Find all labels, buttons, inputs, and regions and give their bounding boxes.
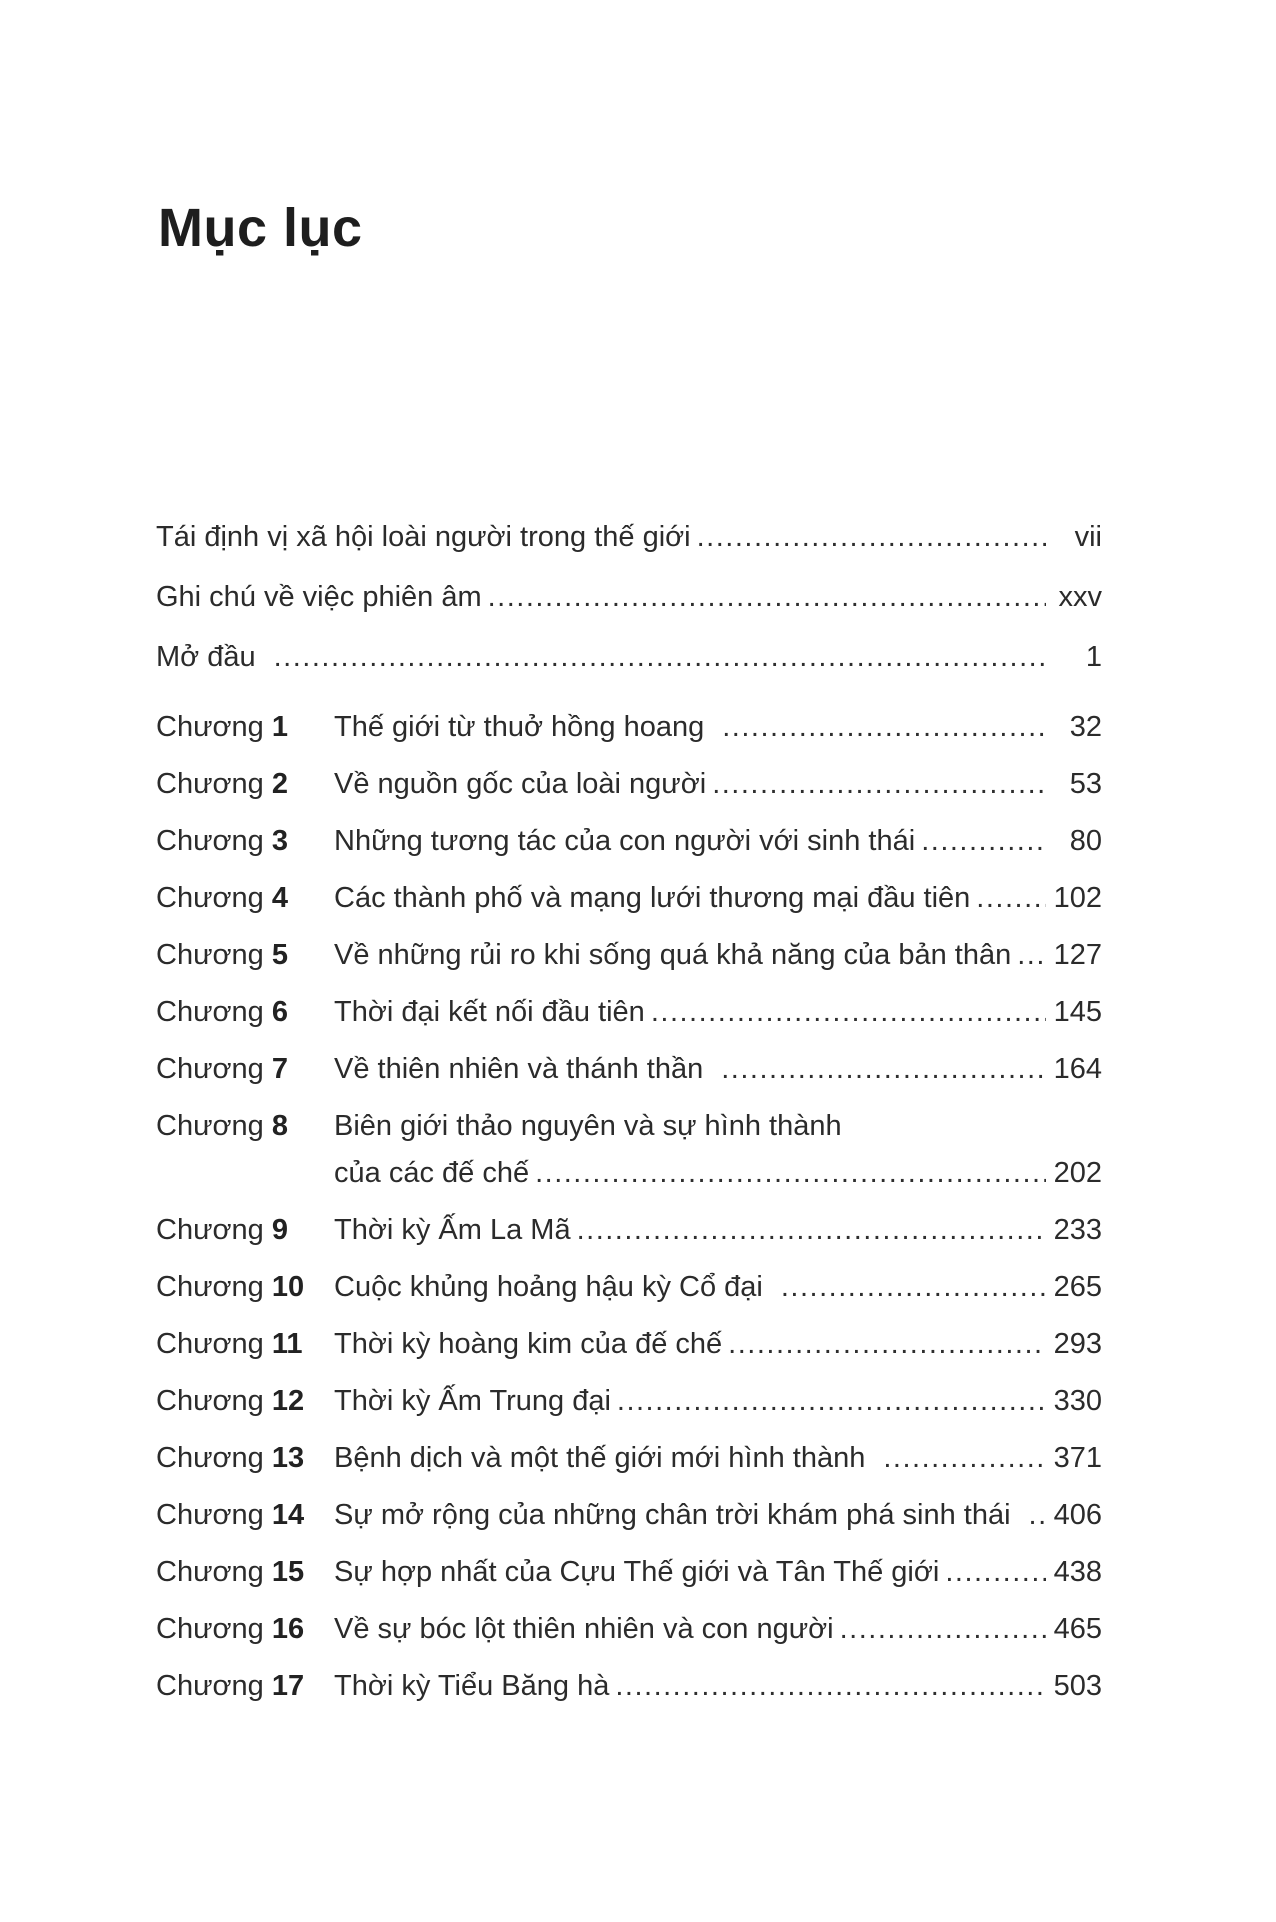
chapter-label bbox=[156, 1439, 334, 1477]
chapter-word: Chương bbox=[156, 1110, 264, 1142]
page-number: 1 bbox=[1085, 641, 1102, 673]
chapter-number: 15 bbox=[271, 1556, 305, 1588]
chapter-title: Những tương tác của con người với sinh thái bbox=[334, 825, 916, 857]
chapter-page-number: 164 bbox=[1053, 1053, 1102, 1085]
dot-leader bbox=[721, 1050, 1046, 1088]
chapter-title: Các thành phố và mạng lưới thương mại đầu tiên bbox=[334, 882, 971, 914]
chapter-word: Chương bbox=[156, 1385, 264, 1417]
chapter-word: Chương bbox=[156, 882, 264, 914]
dot-leader bbox=[651, 993, 1046, 1031]
entry-title: Mở đầu bbox=[156, 641, 256, 673]
chapter-number: 10 bbox=[271, 1271, 305, 1303]
chapter-page-number: 233 bbox=[1053, 1214, 1102, 1246]
dot-leader bbox=[840, 1610, 1046, 1648]
chapter-title: Cuộc khủng hoảng hậu kỳ Cổ đại bbox=[334, 1271, 763, 1303]
chapter-label bbox=[156, 1382, 334, 1420]
toc-chapter-row bbox=[156, 822, 1102, 860]
chapter-word: Chương bbox=[156, 1328, 264, 1360]
chapter-number: 7 bbox=[271, 1053, 288, 1085]
chapter-word: Chương bbox=[156, 1214, 264, 1246]
dot-leader bbox=[274, 638, 1046, 676]
page-title: Mục lục bbox=[158, 198, 363, 258]
toc-chapter-row bbox=[156, 993, 1102, 1031]
page-number: vii bbox=[1074, 521, 1102, 553]
chapter-page-number: 371 bbox=[1053, 1442, 1102, 1474]
dot-leader bbox=[781, 1268, 1046, 1306]
chapter-label bbox=[156, 765, 334, 803]
chapter-page-number: 465 bbox=[1053, 1613, 1102, 1645]
chapter-title: Về những rủi ro khi sống quá khả năng của bản thân bbox=[334, 939, 1012, 971]
chapter-page-number: 503 bbox=[1053, 1670, 1102, 1702]
chapter-word: Chương bbox=[156, 768, 264, 800]
dot-leader bbox=[921, 822, 1046, 860]
chapter-label bbox=[156, 1211, 334, 1249]
chapter-number: 4 bbox=[271, 882, 288, 914]
chapter-page-number: 145 bbox=[1053, 996, 1102, 1028]
toc-entry-row bbox=[156, 638, 1102, 676]
chapter-number: 17 bbox=[271, 1670, 305, 1702]
toc-chapter-row bbox=[156, 879, 1102, 917]
chapter-word: Chương bbox=[156, 996, 264, 1028]
chapter-page-number: 32 bbox=[1069, 711, 1102, 743]
chapter-number: 12 bbox=[271, 1385, 305, 1417]
chapter-word: Chương bbox=[156, 1556, 264, 1588]
entry-title: Ghi chú về việc phiên âm bbox=[156, 581, 482, 613]
chapter-label bbox=[156, 1050, 334, 1088]
chapter-number: 14 bbox=[271, 1499, 305, 1531]
chapter-word: Chương bbox=[156, 1053, 264, 1085]
toc-chapter-row bbox=[156, 936, 1102, 974]
chapter-title: Bệnh dịch và một thế giới mới hình thành bbox=[334, 1442, 866, 1474]
chapter-title: Thời đại kết nối đầu tiên bbox=[334, 996, 645, 1028]
chapter-number: 2 bbox=[271, 768, 288, 800]
chapter-page-number: 53 bbox=[1069, 768, 1102, 800]
chapter-title: Thời kỳ Ấm La Mã bbox=[334, 1214, 571, 1246]
chapter-number: 13 bbox=[271, 1442, 305, 1474]
chapter-label bbox=[156, 1107, 334, 1145]
chapter-page-number: 265 bbox=[1053, 1271, 1102, 1303]
page-number: xxv bbox=[1058, 581, 1102, 613]
chapter-word: Chương bbox=[156, 711, 264, 743]
chapter-page-number: 102 bbox=[1053, 882, 1102, 914]
dot-leader bbox=[577, 1211, 1046, 1249]
chapter-page-number: 406 bbox=[1053, 1499, 1102, 1531]
chapter-title: Sự mở rộng của những chân trời khám phá sinh thái bbox=[334, 1499, 1011, 1531]
toc-entry-row bbox=[156, 578, 1102, 616]
dot-leader bbox=[488, 578, 1046, 616]
chapter-label bbox=[156, 1667, 334, 1705]
chapter-page-number: 202 bbox=[1053, 1157, 1102, 1189]
chapter-word: Chương bbox=[156, 825, 264, 857]
chapter-label bbox=[156, 993, 334, 1031]
chapter-label bbox=[156, 1553, 334, 1591]
toc-chapter-row bbox=[156, 1439, 1102, 1477]
toc-chapter-row bbox=[156, 708, 1102, 746]
dot-leader bbox=[697, 518, 1046, 556]
entry-title: Tái định vị xã hội loài người trong thế giới bbox=[156, 521, 691, 553]
chapter-label bbox=[156, 822, 334, 860]
chapter-title: Về nguồn gốc của loài người bbox=[334, 768, 707, 800]
toc-chapter-row bbox=[156, 1107, 1102, 1145]
dot-leader bbox=[976, 879, 1046, 917]
toc-chapter-row bbox=[156, 1382, 1102, 1420]
chapter-label bbox=[156, 1610, 334, 1648]
chapter-number: 1 bbox=[271, 711, 288, 743]
chapter-page-number: 127 bbox=[1053, 939, 1102, 971]
toc-chapter-row bbox=[156, 1496, 1102, 1534]
dot-leader bbox=[883, 1439, 1046, 1477]
dot-leader bbox=[1029, 1496, 1046, 1534]
chapter-word: Chương bbox=[156, 1613, 264, 1645]
chapter-title: Thời kỳ Ấm Trung đại bbox=[334, 1385, 611, 1417]
chapter-title: Về thiên nhiên và thánh thần bbox=[334, 1053, 704, 1085]
chapter-title: Thời kỳ hoàng kim của đế chế bbox=[334, 1328, 723, 1360]
toc-chapter-row bbox=[156, 765, 1102, 803]
chapter-list bbox=[156, 708, 1102, 1724]
toc-chapter-row bbox=[156, 1211, 1102, 1249]
chapter-page-number: 330 bbox=[1053, 1385, 1102, 1417]
dot-leader bbox=[535, 1154, 1046, 1192]
chapter-title: Thế giới từ thuở hồng hoang bbox=[334, 711, 705, 743]
chapter-number: 3 bbox=[271, 825, 288, 857]
chapter-title: Sự hợp nhất của Cựu Thế giới và Tân Thế giới bbox=[334, 1556, 940, 1588]
chapter-label bbox=[156, 879, 334, 917]
chapter-word: Chương bbox=[156, 1670, 264, 1702]
toc-chapter-row bbox=[156, 1050, 1102, 1088]
dot-leader bbox=[712, 765, 1046, 803]
dot-leader bbox=[728, 1325, 1046, 1363]
toc-chapter-row bbox=[156, 1610, 1102, 1648]
chapter-label bbox=[156, 1496, 334, 1534]
chapter-word: Chương bbox=[156, 1499, 264, 1531]
dot-leader bbox=[722, 708, 1046, 746]
chapter-word: Chương bbox=[156, 939, 264, 971]
toc-chapter-row bbox=[156, 1553, 1102, 1591]
chapter-title: Biên giới thảo nguyên và sự hình thành bbox=[334, 1110, 842, 1142]
dot-leader bbox=[617, 1382, 1046, 1420]
toc-chapter-row bbox=[156, 1667, 1102, 1705]
toc-entry-row bbox=[156, 518, 1102, 556]
toc-chapter-row bbox=[156, 1268, 1102, 1306]
chapter-number: 8 bbox=[271, 1110, 288, 1142]
chapter-page-number: 293 bbox=[1053, 1328, 1102, 1360]
dot-leader bbox=[615, 1667, 1046, 1705]
chapter-number: 6 bbox=[271, 996, 288, 1028]
toc-chapter-row bbox=[156, 1154, 1102, 1192]
toc-chapter-row bbox=[156, 1325, 1102, 1363]
chapter-number: 16 bbox=[271, 1613, 305, 1645]
chapter-label bbox=[156, 936, 334, 974]
chapter-label bbox=[156, 1325, 334, 1363]
chapter-number: 11 bbox=[271, 1328, 303, 1360]
chapter-word: Chương bbox=[156, 1271, 264, 1303]
chapter-number: 5 bbox=[271, 939, 288, 971]
dot-leader bbox=[1017, 936, 1046, 974]
chapter-page-number: 80 bbox=[1069, 825, 1102, 857]
chapter-label bbox=[156, 1268, 334, 1306]
front-matter-list bbox=[156, 518, 1102, 698]
chapter-word: Chương bbox=[156, 1442, 264, 1474]
chapter-title: Thời kỳ Tiểu Băng hà bbox=[334, 1670, 610, 1702]
chapter-page-number: 438 bbox=[1053, 1556, 1102, 1588]
chapter-title: của các đế chế bbox=[334, 1157, 530, 1189]
chapter-title: Về sự bóc lột thiên nhiên và con người bbox=[334, 1613, 834, 1645]
dot-leader bbox=[945, 1553, 1046, 1591]
chapter-number: 9 bbox=[271, 1214, 288, 1246]
chapter-label bbox=[156, 708, 334, 746]
